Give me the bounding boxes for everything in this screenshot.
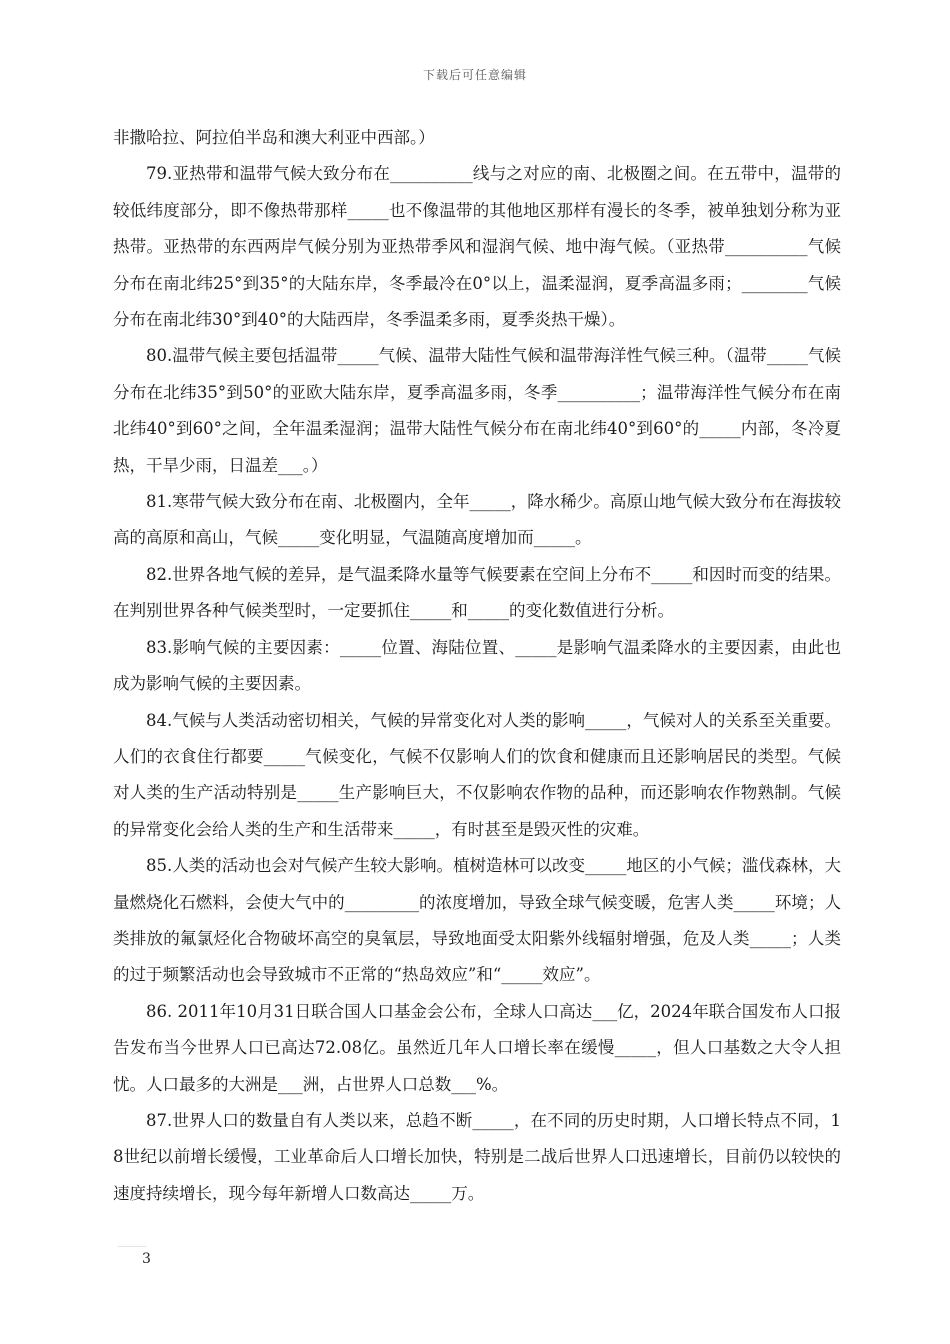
question-85: 85.人类的活动也会对气候产生较大影响。植树造林可以改变_____地区的小气候；滥伐森林，大量燃烧化石燃料，会使大气中的_________的浓度增加，导致全球气候变暖，危害人类_____环境；人类排放的氟氯烃化合物破坏高空的臭氧层，导致地面受太阳紫外线辐射增强，危及人类_____；人类的过于频繁活动也会导致城市不正常的“热岛效应”和“_____效应”。: [113, 856, 841, 985]
question-80: 80.温带气候主要包括温带_____气候、温带大陆性气候和温带海洋性气候三种。（温带_____气候分布在北纬35°到50°的亚欧大陆东岸，夏季高温多雨，冬季__________；温带海洋性气候分布在南北纬40°到60°之间，全年温柔湿润；温带大陆性气候分布在南北纬40°到60°的_____内部，冬冷夏热，干旱少雨，日温差___。）: [113, 346, 841, 475]
question-81: 81.寒带气候大致分布在南、北极圈内，全年_____，降水稀少。高原山地气候大致分布在海拔较高的高原和高山，气候_____变化明显，气温随高度增加而_____。: [113, 492, 841, 548]
paragraph-continuation: 非撒哈拉、阿拉伯半岛和澳大利亚中西部。）: [113, 128, 435, 147]
page-footer-rule: [118, 1246, 146, 1247]
page-number: 3: [142, 1251, 151, 1267]
question-82: 82.世界各地气候的差异，是气温柔降水量等气候要素在空间上分布不_____和因时而变的结果。在判别世界各种气候类型时，一定要抓住_____和_____的变化数值进行分析。: [113, 564, 841, 621]
document-body: [113, 120, 841, 1212]
question-84: 84.气候与人类活动密切相关，气候的异常变化对人类的影响_____，气候对人的关系至关重要。人们的衣食住行都要_____气候变化，气候不仅影响人们的饮食和健康而且还影响居民的类型。气候对人类的生产活动特别是_____生产影响巨大，不仅影响农作物的品种，而还影响农作物熟制。气候的异常变化会给人类的生产和生活带来_____，有时甚至是毁灭性的灾难。: [113, 710, 841, 839]
page-header: 下载后可任意编辑: [422, 68, 527, 82]
question-87: 87.世界人口的数量自有人类以来，总趋不断_____，在不同的历史时期，人口增长特点不同，18世纪以前增长缓慢，工业革命后人口增长加快，特别是二战后世界人口迅速增长，目前仍以较快的速度持续增长，现今每年新增人口数高达_____万。: [113, 1110, 841, 1203]
question-86: 86. 2011年10月31日联合国人口基金会公布，全球人口高达___亿，2024年联合国发布人口报告发布当今世界人口已高达72.08亿。虽然近几年人口增长率在缓慢_____，但人口基数之大令人担忧。人口最多的大洲是___洲，占世界人口总数___%。: [113, 1001, 841, 1094]
question-83: 83.影响气候的主要因素：_____位置、海陆位置、_____是影响气温柔降水的主要因素，由此也成为影响气候的主要因素。: [113, 637, 841, 694]
question-79: 79.亚热带和温带气候大致分布在__________线与之对应的南、北极圈之间。在五带中，温带的较低纬度部分，即不像热带那样_____也不像温带的其他地区那样有漫长的冬季，被单独划分称为亚热带。亚热带的东西两岸气候分别为亚热带季风和湿润气候、地中海气候。（亚热带__________气候分布在南北纬25°到35°的大陆东岸，冬季最冷在0°以上，温柔湿润，夏季高温多雨；________气候分布在南北纬30°到40°的大陆西岸，冬季温柔多雨，夏季炎热干燥）。: [113, 164, 841, 330]
